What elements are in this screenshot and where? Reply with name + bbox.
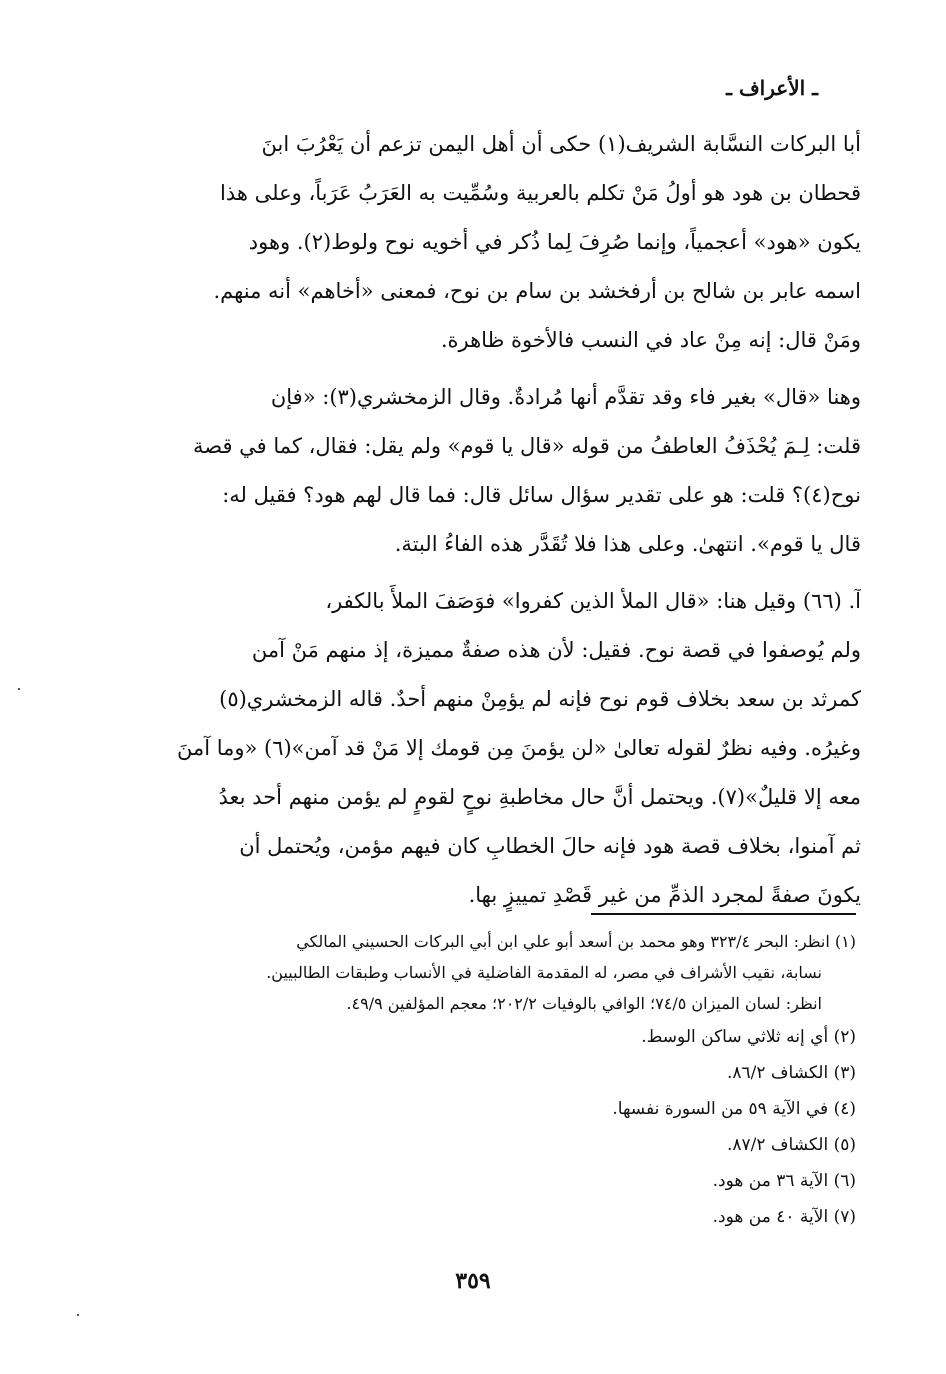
text-line: معه إلا قليلٌ»(٧). ويحتمل أنَّ حال مخاطبةِ نوحٍ لقومٍ لم يؤمن منهم أحد بعدُ [218,785,861,809]
footnote-7: (٧) الآية ٤٠ من هود. [712,1207,856,1227]
text-line: اسمه عابر بن شالح بن أرفخشد بن سام بن نوح، فمعنى «أخاهم» أنه منهم. [213,279,861,303]
main-text [86,120,861,920]
text-line: قحطان بن هود هو أولُ مَنْ تكلم بالعربية وسُمِّيت به العَرَبُ عَرَباً، وعلى هذا [220,181,861,205]
footnote-4: (٤) في الآية ٥٩ من السورة نفسها. [612,1099,856,1119]
footnote-line: (١) انظر: البحر ٣٢٣/٤ وهو محمد بن أسعد أبو علي ابن أبي البركات الحسيني المالكي [296,932,856,951]
footnote-line: انظر: لسان الميزان ٧٤/٥؛ الوافي بالوفيات ٢٠٢/٢؛ معجم المؤلفين ٤٩/٩. [346,994,822,1013]
text-line: وغيرُه. وفيه نظرٌ لقوله تعالىٰ «لن يؤمنَ مِن قومك إلا مَنْ قد آمن»(٦) «وما آمنَ [176,736,861,760]
footnote-3: (٣) الكشاف ٨٦/٢. [726,1063,856,1083]
text-line: يكون «هود» أعجمياً، وإنما صُرِفَ لِما ذُكر في أخويه نوح ولوط(٢). وهود [248,230,861,254]
text-line: قال يا قوم». انتهىٰ. وعلى هذا فلا تُقَدَّر هذه الفاءُ البتة. [394,532,861,556]
text-line: ولم يُوصفوا في قصة نوح. فقيل: لأن هذه صفةٌ مميزة، إذ منهم مَنْ آمن [251,638,861,662]
page-number: ٣٥٩ [455,1268,491,1294]
paragraph-gap [86,569,861,577]
footnote-separator [591,913,856,915]
paragraph-gap [86,365,861,373]
footnote-6: (٦) الآية ٣٦ من هود. [712,1171,856,1191]
footnotes [86,926,856,1235]
text-line: وهنا «قال» بغير فاء وقد تقدَّم أنها مُرادةٌ. وقال الزمخشري(٣): «فإن [270,385,861,409]
text-line: ثم آمنوا، بخلاف قصة هود فإنه حالَ الخطابِ كان فيهم مؤمن، ويُحتمل أن [239,834,861,858]
text-line: آ. (٦٦) وقيل هنا: «قال الملأ الذين كفروا» فوَصَفَ الملأَ بالكفر، [325,589,861,613]
text-line: ومَنْ قال: إنه مِنْ عاد في النسب فالأخوة ظاهرة. [440,328,861,352]
paragraph-3 [86,577,861,920]
text-line: كمرثد بن سعد بخلاف قوم نوح فإنه لم يؤمِنْ منهم أحدٌ. قاله الزمخشري(٥) [219,687,861,711]
footnote-line: نسابة، نقيب الأشراف في مصر، له المقدمة الفاضلية في الأنساب وطبقات الطالبيين. [266,963,822,982]
paragraph-1 [86,120,861,365]
paragraph-2 [86,373,861,569]
footnote-5: (٥) الكشاف ٨٧/٢. [726,1135,856,1155]
footnote-1 [86,926,856,1019]
scan-speck [18,688,20,690]
text-line: نوح(٤)؟ قلت: هو على تقدير سؤال سائل قال: فما قال لهم هود؟ فقيل له: [222,483,861,507]
running-head: ـ الأعراف ـ [726,76,818,100]
scan-speck [77,1314,79,1316]
text-line: يكونَ صفةً لمجرد الذمِّ من غير قَصْدِ تمييزٍ بها. [468,883,861,907]
text-line: أبا البركات النسَّابة الشريف(١) حكى أن أهل اليمن تزعم أن يَعْرُبَ ابنَ [261,132,861,156]
text-line: قلت: لِـمَ يُحْذَفُ العاطفُ من قوله «قال يا قوم» ولم يقل: فقال، كما في قصة [192,434,861,458]
footnote-2: (٢) أي إنه ثلاثي ساكن الوسط. [641,1027,856,1047]
